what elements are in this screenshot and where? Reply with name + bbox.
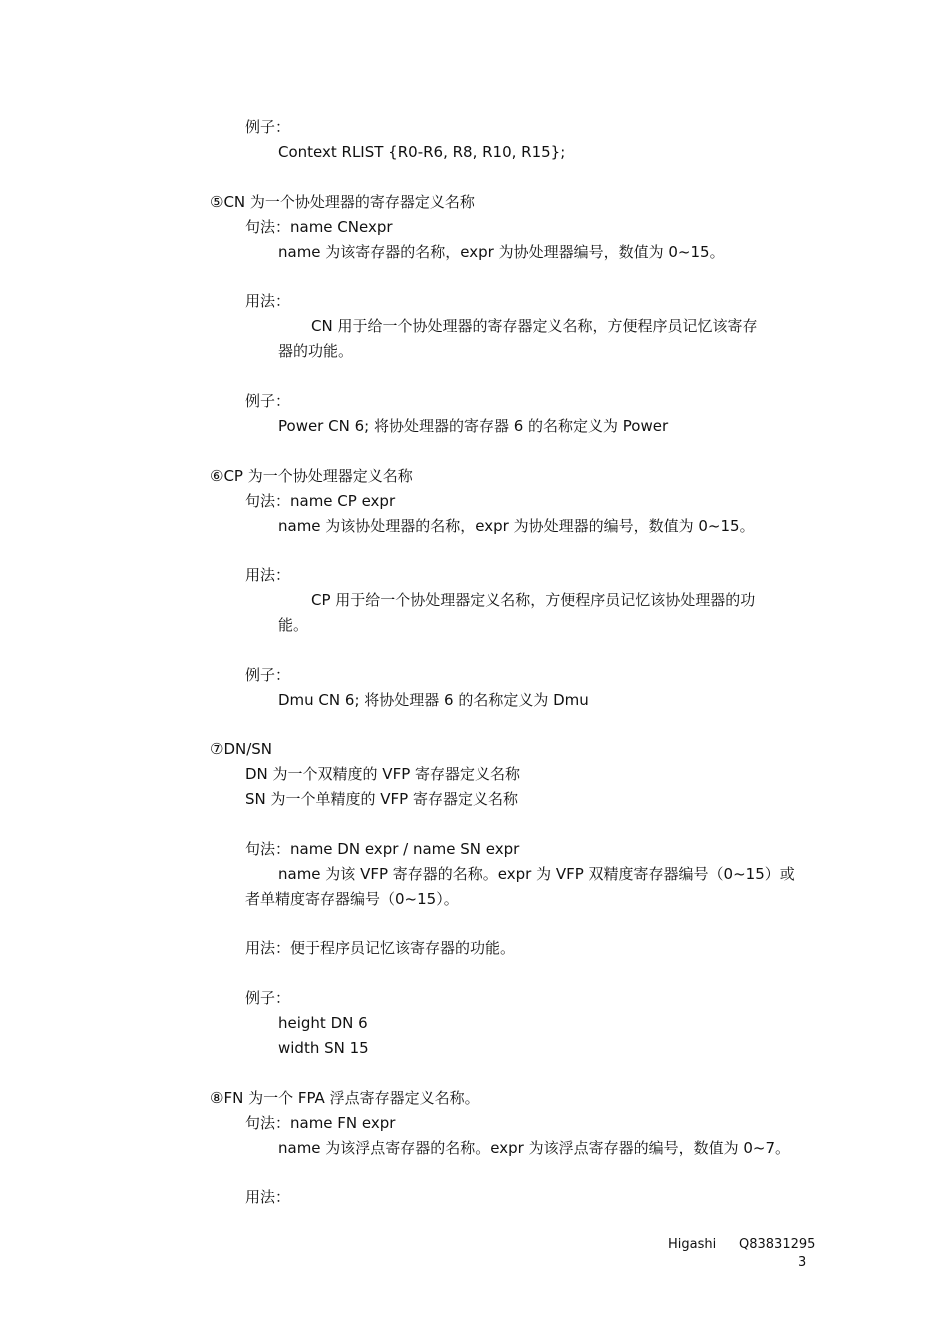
footer-author: Higashi: [668, 1237, 717, 1252]
footer-page-number: 3: [798, 1255, 807, 1270]
text-line: CP 用于给一个协处理器定义名称，方便程序员记忆该协处理器的功: [311, 591, 756, 609]
text-line: CN 用于给一个协处理器的寄存器定义名称，方便程序员记忆该寄存: [311, 317, 758, 335]
section-heading: ⑧FN 为一个 FPA 浮点寄存器定义名称。: [210, 1089, 480, 1107]
text-line: name 为该 VFP 寄存器的名称。expr 为 VFP 双精度寄存器编号（0~15）或: [278, 865, 795, 883]
code-line: Dmu CN 6; 将协处理器 6 的名称定义为 Dmu: [278, 691, 589, 709]
code-line: Power CN 6; 将协处理器的寄存器 6 的名称定义为 Power: [278, 417, 669, 435]
section-heading: ⑤CN 为一个协处理器的寄存器定义名称: [210, 193, 475, 211]
text-line: 例子：: [245, 666, 291, 684]
text-line: 句法：name DN expr / name SN expr: [245, 840, 520, 858]
text-line: 例子：: [245, 392, 291, 410]
text-line: DN 为一个双精度的 VFP 寄存器定义名称: [245, 765, 521, 783]
text-line: 句法：name CNexpr: [245, 218, 393, 236]
text-line: 用法：: [245, 1188, 291, 1206]
section-heading: ⑥CP 为一个协处理器定义名称: [210, 467, 413, 485]
text-line: 用法：: [245, 566, 291, 584]
code-line: width SN 15: [278, 1039, 369, 1057]
text-line: name 为该浮点寄存器的名称。expr 为该浮点寄存器的编号，数值为 0~7。: [278, 1139, 791, 1157]
text-line: 用法：便于程序员记忆该寄存器的功能。: [245, 939, 516, 957]
text-line: 句法：name FN expr: [245, 1114, 396, 1132]
code-line: height DN 6: [278, 1014, 368, 1032]
text-line: 能。: [278, 616, 309, 634]
section-heading: ⑦DN/SN: [210, 740, 273, 758]
text-line: 例子：: [245, 118, 291, 136]
footer-qq: Q83831295: [739, 1237, 816, 1252]
text-line: 用法：: [245, 292, 291, 310]
text-line: name 为该协处理器的名称，expr 为协处理器的编号，数值为 0~15。: [278, 517, 755, 535]
text-line: 例子：: [245, 989, 291, 1007]
text-line: 者单精度寄存器编号（0~15）。: [245, 890, 459, 908]
text-line: SN 为一个单精度的 VFP 寄存器定义名称: [245, 790, 518, 808]
text-line: name 为该寄存器的名称，expr 为协处理器编号，数值为 0~15。: [278, 243, 725, 261]
code-line: Context RLIST {R0-R6, R8, R10, R15};: [278, 143, 566, 161]
text-line: 器的功能。: [278, 342, 354, 360]
text-line: 句法：name CP expr: [245, 492, 396, 510]
